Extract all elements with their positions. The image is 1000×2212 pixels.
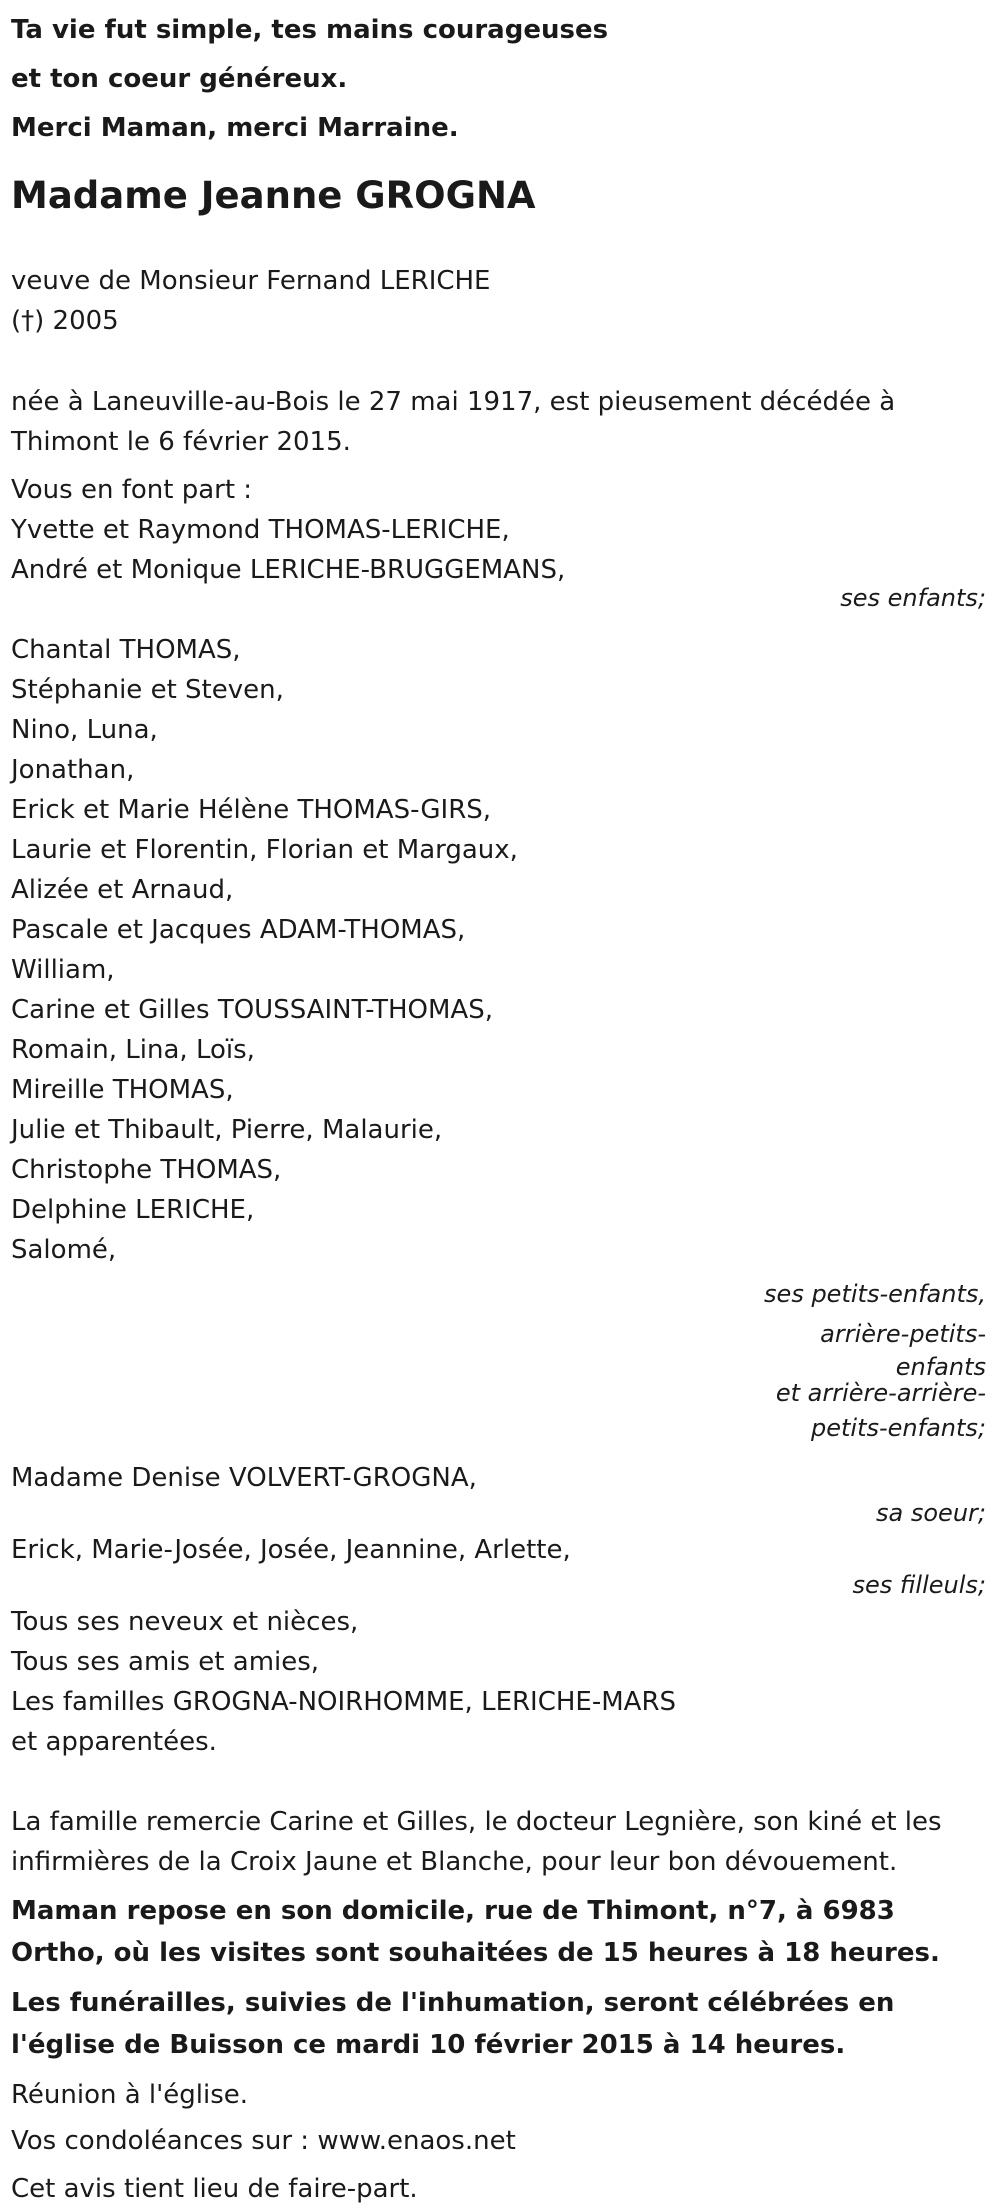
relation-line: et arrière-arrière- <box>775 1379 986 1407</box>
spacer <box>11 2066 986 2074</box>
sister-relation: sa soeur; <box>876 1499 986 1527</box>
others-entry: Tous ses neveux et nièces, <box>11 1607 359 1637</box>
grandchildren-relation <box>11 1274 986 1448</box>
thanks-paragraph: La famille remercie Carine et Gilles, le docteur Legnière, son kiné et les infirmières de la Croix Jaune et Blanche, pour leur bon dévouement. <box>11 1807 942 1877</box>
spacer <box>11 1974 986 1982</box>
child-entry: Yvette et Raymond THOMAS-LERICHE, <box>11 515 510 545</box>
grandchild-entry: Nino, Luna, <box>11 715 158 745</box>
deceased-name: Madame Jeanne GROGNA <box>11 174 536 217</box>
relation-line: enfants <box>895 1353 986 1381</box>
spacer <box>11 341 986 382</box>
grandchildren-block <box>11 630 986 1448</box>
grandchild-entry: Pascale et Jacques ADAM-THOMAS, <box>11 915 466 945</box>
grandchild-entry: Erick et Marie Hélène THOMAS-GIRS, <box>11 795 492 825</box>
godchildren-block <box>11 1530 986 1600</box>
spacer <box>11 462 986 470</box>
condolences-info: Vos condoléances sur : www.enaos.net <box>11 2126 516 2156</box>
grandchild-entry: Stéphanie et Steven, <box>11 675 284 705</box>
grandchild-entry: Romain, Lina, Loïs, <box>11 1035 255 1065</box>
children-block <box>11 470 986 610</box>
notice-info: Cet avis tient lieu de faire-part. <box>11 2174 418 2204</box>
others-entry: Les familles GROGNA-NOIRHOMME, LERICHE-MARS <box>11 1687 677 1717</box>
opening-line: Merci Maman, merci Marraine. <box>11 113 459 143</box>
grandchild-entry: Carine et Gilles TOUSSAINT-THOMAS, <box>11 995 493 1025</box>
grandchild-entry: Jonathan, <box>11 755 135 785</box>
others-entry: Tous ses amis et amies, <box>11 1647 320 1677</box>
grandchild-entry: Laurie et Florentin, Florian et Margaux, <box>11 835 518 865</box>
spacer <box>11 1448 986 1458</box>
opening-verse <box>11 0 986 153</box>
grandchild-entry: Delphine LERICHE, <box>11 1195 255 1225</box>
opening-line: Ta vie fut simple, tes mains courageuses <box>11 15 609 45</box>
opening-line: et ton coeur généreux. <box>11 64 348 94</box>
others-block <box>11 1602 986 1762</box>
godchildren-entry: Erick, Marie-Josée, Josée, Jeannine, Arlette, <box>11 1535 571 1565</box>
widow-line: (†) 2005 <box>11 306 119 336</box>
others-entry: et apparentées. <box>11 1727 217 1757</box>
rest-paragraph: Maman repose en son domicile, rue de Thimont, n°7, à 6983 Ortho, où les visites sont souhaitées de 15 heures à 18 heures. <box>11 1896 940 1968</box>
relation-line: ses petits-enfants, <box>764 1280 986 1308</box>
widow-line: veuve de Monsieur Fernand LERICHE <box>11 266 491 296</box>
sister-entry: Madame Denise VOLVERT-GROGNA, <box>11 1463 477 1493</box>
announce-intro: Vous en font part : <box>11 475 253 505</box>
spacer <box>11 610 986 630</box>
widow-info <box>11 261 986 341</box>
spacer <box>11 1882 986 1890</box>
grandchild-entry: Julie et Thibault, Pierre, Malaurie, <box>11 1115 443 1145</box>
relation-line: arrière-petits- <box>820 1320 986 1348</box>
godchildren-relation: ses filleuls; <box>852 1571 986 1599</box>
relation-line: petits-enfants; <box>811 1414 986 1442</box>
sister-block <box>11 1458 986 1528</box>
grandchild-entry: Mireille THOMAS, <box>11 1075 234 1105</box>
spacer <box>11 221 986 261</box>
meeting-info: Réunion à l'église. <box>11 2080 249 2110</box>
grandchild-entry: Salomé, <box>11 1235 117 1265</box>
birth-death-info: née à Laneuville-au-Bois le 27 mai 1917, est pieusement décédée à Thimont le 6 février 2015. <box>11 387 896 457</box>
child-entry: André et Monique LERICHE-BRUGGEMANS, <box>11 555 566 585</box>
grandchild-entry: Chantal THOMAS, <box>11 635 241 665</box>
grandchild-entry: William, <box>11 955 115 985</box>
grandchild-entry: Alizée et Arnaud, <box>11 875 234 905</box>
children-relation: ses enfants; <box>840 584 986 612</box>
grandchild-entry: Christophe THOMAS, <box>11 1155 282 1185</box>
funeral-paragraph: Les funérailles, suivies de l'inhumation, seront célébrées en l'église de Buisson ce mardi 10 février 2015 à 14 heures. <box>11 1988 895 2060</box>
spacer <box>11 1762 986 1802</box>
